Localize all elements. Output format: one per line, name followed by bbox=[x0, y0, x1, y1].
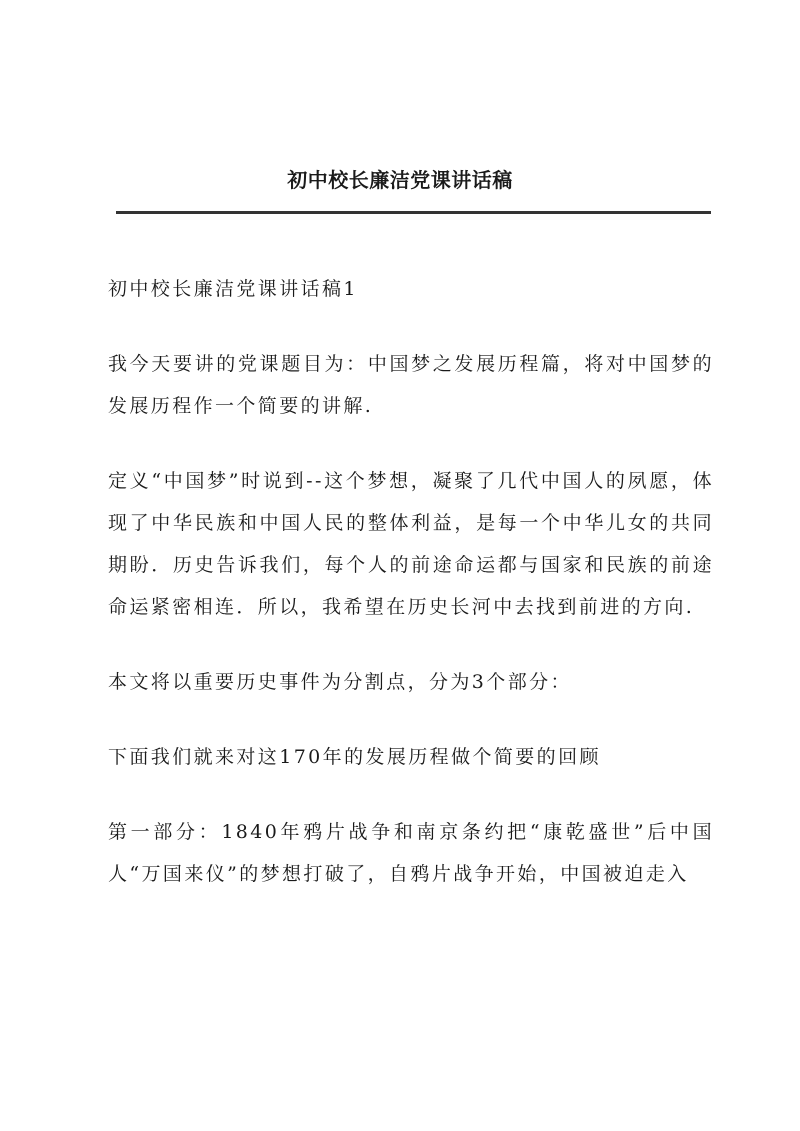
paragraph-definition: 定义“中国梦”时说到--这个梦想，凝聚了几代中国人的夙愿，体现了中华民族和中国人民的整体利益，是每一个中华儿女的共同期盼．历史告诉我们，每个人的前途命运都与国家和民族的前途命运紧密相连．所以，我希望在历史长河中去找到前进的方向. bbox=[108, 470, 714, 618]
document-body bbox=[108, 268, 714, 928]
paragraph-topic: 我今天要讲的党课题目为：中国梦之发展历程篇，将对中国梦的发展历程作一个简要的讲解. bbox=[108, 353, 714, 417]
paragraph-part-one: 第一部分：1840年鸦片战争和南京条约把“康乾盛世”后中国人“万国来仪”的梦想打破了，自鸦片战争开始，中国被迫走入 bbox=[108, 821, 714, 885]
title-underline bbox=[116, 211, 711, 214]
document-title: 初中校长廉洁党课讲话稿 bbox=[287, 168, 513, 192]
section-heading: 初中校长廉洁党课讲话稿1 bbox=[108, 278, 358, 300]
paragraph-review: 下面我们就来对这170年的发展历程做个简要的回顾 bbox=[108, 746, 601, 768]
paragraph-structure: 本文将以重要历史事件为分割点，分为3个部分： bbox=[108, 671, 572, 693]
